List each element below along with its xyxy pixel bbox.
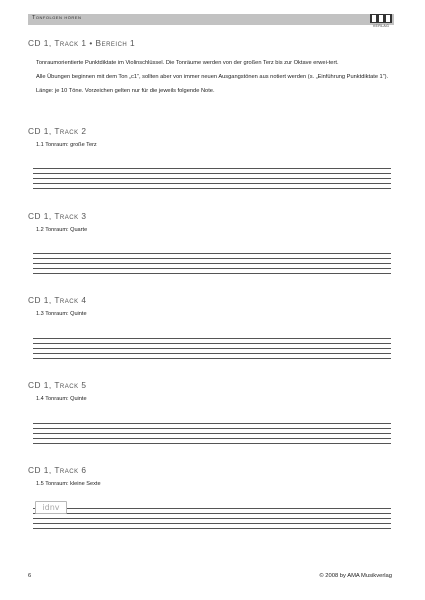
publisher-logo-mark: [370, 14, 392, 23]
instruction-paragraph: Tonraumorientierte Punktdiktate im Violinschlüssel. Die Tonräume werden von der großen Terz bis zur Oktave erwei-tert.: [36, 60, 339, 66]
running-header: [28, 14, 394, 25]
copyright-notice: © 2008 by AMA Musikverlag: [319, 573, 392, 579]
track-heading: CD 1, Track 5: [28, 380, 87, 390]
exercise-label: 1.1 Tonraum: große Terz: [36, 142, 97, 148]
music-staff[interactable]: [33, 338, 391, 358]
music-staff[interactable]: [33, 253, 391, 273]
running-header-title: Tonfolgen hören: [32, 15, 82, 21]
track-heading: CD 1, Track 4: [28, 295, 87, 305]
exercise-label: 1.5 Tonraum: kleine Sexte: [36, 481, 101, 487]
music-staff[interactable]: [33, 168, 391, 188]
exercise-label: 1.2 Tonraum: Quarte: [36, 227, 88, 233]
exercise-label: 1.4 Tonraum: Quinte: [36, 396, 87, 402]
music-staff[interactable]: [33, 423, 391, 443]
publisher-logo-text: VERLAG: [372, 24, 390, 28]
track-heading: CD 1, Track 3: [28, 211, 87, 221]
exercise-label: 1.3 Tonraum: Quinte: [36, 311, 87, 317]
watermark-stamp: idnv: [35, 501, 67, 514]
music-staff[interactable]: [33, 508, 391, 528]
publisher-logo: [370, 14, 392, 30]
track-heading: CD 1, Track 2: [28, 126, 87, 136]
page-number: 6: [28, 573, 32, 579]
track-heading: CD 1, Track 6: [28, 465, 87, 475]
instructions: [36, 59, 392, 102]
instruction-paragraph: Länge: je 10 Töne. Vorzeichen gelten nur für die jeweils folgende Note.: [36, 88, 215, 95]
section-heading-track-1: CD 1, Track 1 • Bereich 1: [28, 38, 136, 48]
instruction-paragraph: Alle Übungen beginnen mit dem Ton „c1“, sollten aber von immer neuen Ausgangstönen aus notiert werden (s. „Einführung Punktdiktate 1“).: [36, 74, 389, 81]
